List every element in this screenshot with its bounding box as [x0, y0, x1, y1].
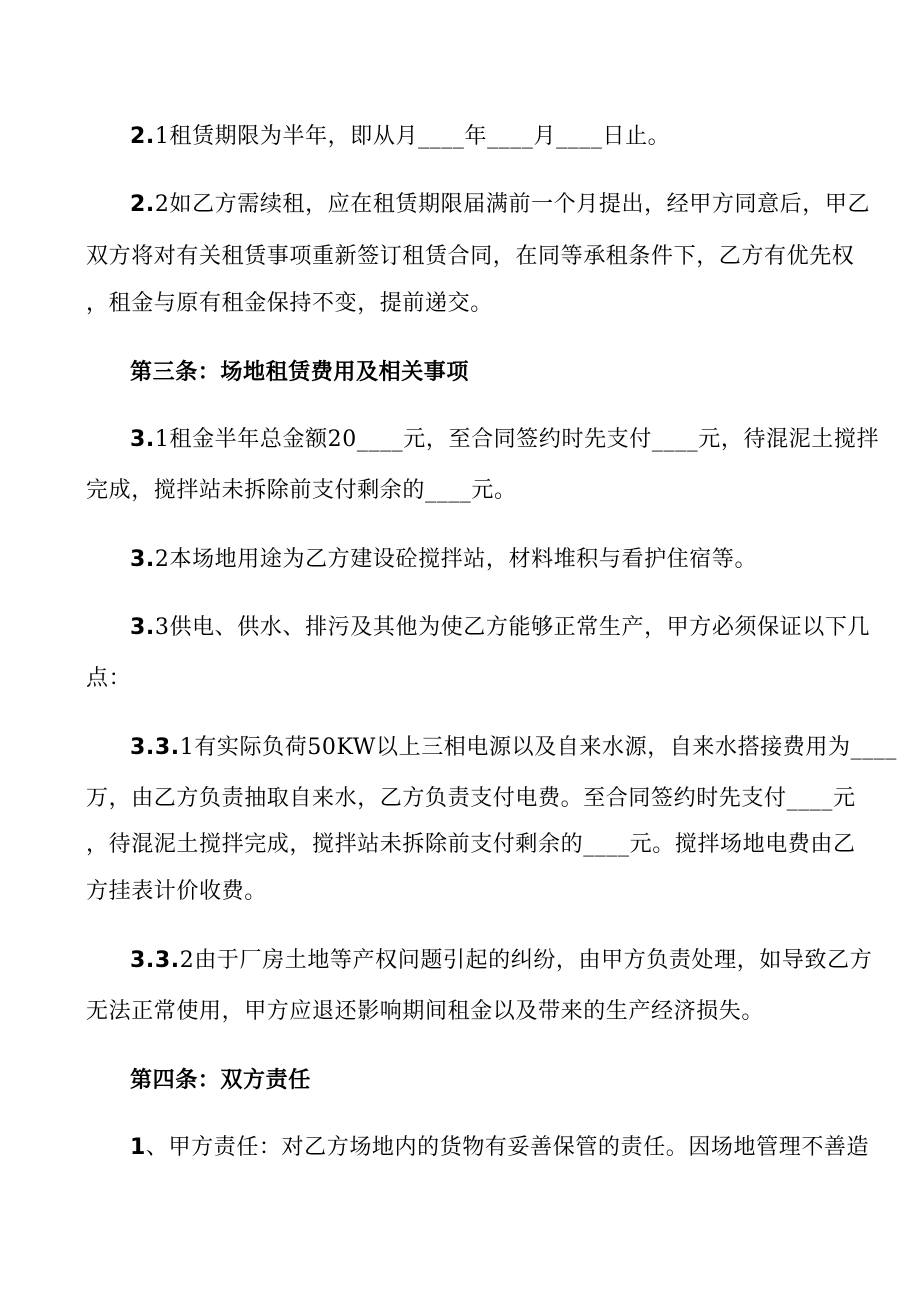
clause-number: 3.3. [130, 948, 180, 973]
paragraph-3-3-1-line-3: ，待混泥土搅拌完成，搅拌站未拆除前支付剩余的____元。搅拌场地电费由乙 [86, 832, 856, 857]
paragraph-3-3-line-2: 点： [86, 666, 132, 691]
clause-number: 3. [130, 427, 155, 452]
clause-number: 2. [130, 192, 155, 217]
paragraph-2-2-line-3: ，租金与原有租金保持不变，提前递交。 [86, 291, 493, 316]
clause-text: 1租金半年总金额20____元，至合同签约时先支付____元，待混泥土搅拌 [154, 427, 880, 452]
section-heading-article-4: 第四条：双方责任 [130, 1067, 311, 1093]
paragraph-3-1-line-2: 完成，搅拌站未拆除前支付剩余的____元。 [86, 478, 517, 503]
paragraph-3-3-1-line-2: 万，由乙方负责抽取自来水，乙方负责支付电费。至合同签约时先支付____元 [86, 786, 856, 811]
clause-number: 3. [130, 547, 155, 572]
clause-number: 3. [130, 615, 155, 640]
paragraph-2-2-line-2: 双方将对有关租赁事项重新签订租赁合同，在同等承租条件下，乙方有优先权 [86, 244, 855, 269]
clause-text: 1有实际负荷50KW以上三相电源以及自来水源，自来水搭接费用为____ [179, 735, 897, 760]
clause-text: 2由于厂房土地等产权问题引起的纠纷，由甲方负责处理，如导致乙方 [179, 948, 873, 973]
clause-number: 1 [130, 1135, 146, 1160]
section-heading-article-3: 第三条：场地租赁费用及相关事项 [130, 359, 470, 385]
clause-text: 2本场地用途为乙方建设砼搅拌站，材料堆积与看护住宿等。 [154, 547, 758, 572]
paragraph-3-1-line-1 [130, 425, 890, 455]
clause-text: 、甲方责任：对乙方场地内的货物有妥善保管的责任。因场地管理不善造 [145, 1135, 870, 1160]
clause-number: 3.3. [130, 735, 180, 760]
paragraph-3-3-1-line-1 [130, 733, 897, 763]
clause-text: 1租赁期限为半年，即从月____年____月____日止。 [154, 124, 671, 149]
paragraph-3-3-2-line-1 [130, 946, 890, 976]
paragraph-3-3-2-line-2: 无法正常使用，甲方应退还影响期间租金以及带来的生产经济损失。 [86, 999, 765, 1024]
paragraph-2-1 [130, 122, 890, 152]
paragraph-2-2-line-1 [130, 190, 890, 220]
paragraph-3-3-line-1 [130, 613, 890, 643]
paragraph-3-3-1-line-4: 方挂表计价收费。 [86, 879, 267, 904]
clause-number: 2. [130, 124, 155, 149]
clause-text: 3供电、供水、排污及其他为使乙方能够正常生产，甲方必须保证以下几 [154, 615, 871, 640]
clause-text: 2如乙方需续租，应在租赁期限届满前一个月提出，经甲方同意后，甲乙 [154, 192, 871, 217]
paragraph-3-2 [130, 545, 890, 575]
paragraph-4-1 [130, 1133, 890, 1163]
